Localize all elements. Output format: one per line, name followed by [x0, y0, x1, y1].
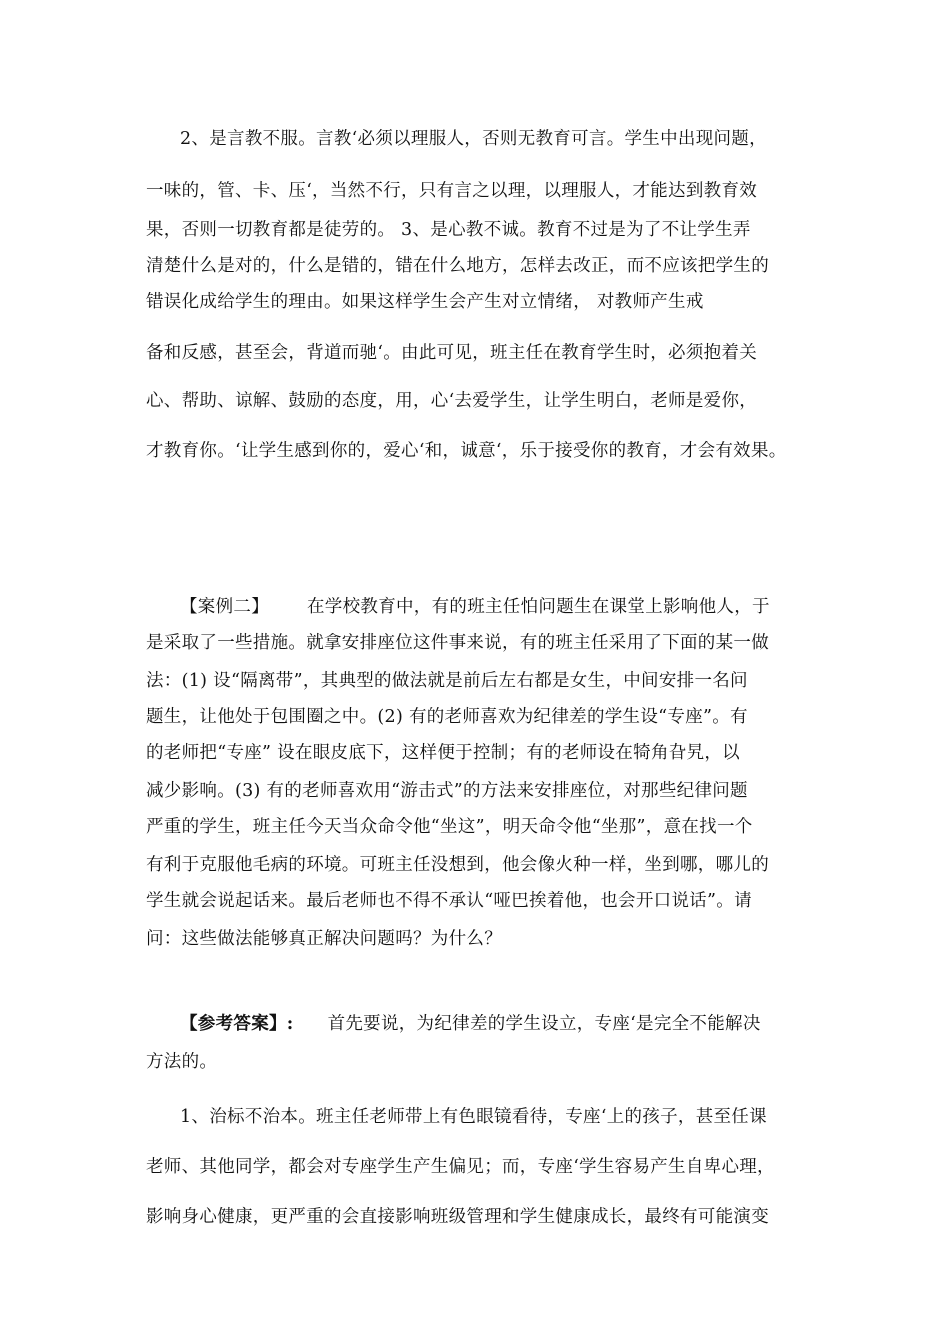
paragraph-line: 一味的，管、卡、压‘，当然不行，只有言之以理，以理服人，才能达到教育效: [146, 181, 758, 201]
paragraph-line: 题生，让他处于包围圈之中。(2) 有的老师喜欢为纪律差的学生设“专座”。有: [146, 707, 748, 727]
case-two-heading: 【案例二】: [180, 597, 269, 617]
paragraph-line: 备和反感，甚至会，背道而驰‘。由此可见，班主任在教育学生时，必须抱着关: [146, 343, 758, 363]
paragraph-line: 的老师把“专座” 设在眼皮底下，这样便于控制；有的老师设在犄角旮旯，以: [146, 743, 740, 763]
paragraph-line: 严重的学生，班主任今天当众命令他“坐这”，明天命令他“坐那”，意在找一个: [146, 817, 753, 837]
paragraph-line: 心、帮助、谅解、鼓励的态度，用，心‘去爱学生，让学生明白，老师是爱你，: [146, 391, 758, 411]
paragraph-line: 2、是言教不服。言教‘必须以理服人，否则无教育可言。学生中出现问题，: [180, 129, 767, 149]
paragraph-line: 法：(1) 设“隔离带”，其典型的做法就是前后左右都是女生，中间安排一名问: [146, 671, 748, 691]
paragraph-line: 学生就会说起话来。最后老师也不得不承认“哑巴挨着他，也会开口说话”。请: [146, 891, 752, 911]
paragraph-line: 清楚什么是对的，什么是错的，错在什么地方，怎样去改正，而不应该把学生的: [146, 256, 769, 276]
paragraph-line: 减少影响。(3) 有的老师喜欢用“游击式”的方法来安排座位，对那些纪律问题: [146, 781, 748, 801]
paragraph-line: 1、治标不治本。班主任老师带上有色眼镜看待，专座‘上的孩子，甚至任课: [180, 1107, 767, 1127]
paragraph-line: 错误化成给学生的理由。如果这样学生会产生对立情绪， 对教师产生戒: [146, 292, 704, 312]
paragraph-line: 果，否则一切教育都是徒劳的。 3、是心教不诚。教育不过是为了不让学生弄: [146, 220, 751, 240]
paragraph-line: 方法的。: [146, 1052, 218, 1072]
paragraph-line: 首先要说，为纪律差的学生设立，专座‘是完全不能解决: [327, 1014, 761, 1034]
answer-first-line: [180, 1012, 811, 1036]
paragraph-line: 问：这些做法能够真正解决问题吗？为什么？: [146, 929, 502, 949]
case-two-first-line: [180, 595, 811, 619]
paragraph-line: 是采取了一些措施。就拿安排座位这件事来说，有的班主任采用了下面的某一做: [146, 633, 769, 653]
paragraph-line: 有利于克服他毛病的环境。可班主任没想到，他会像火种一样，坐到哪，哪儿的: [146, 855, 769, 875]
paragraph-line: 才教育你。‘让学生感到你的，爱心‘和，诚意‘，乐于接受你的教育，才会有效果。: [146, 441, 787, 461]
paragraph-line: 在学校教育中，有的班主任怕问题生在课堂上影响他人，于: [307, 597, 770, 617]
paragraph-line: 老师、其他同学，都会对专座学生产生偏见；而，专座‘学生容易产生自卑心理，: [146, 1157, 775, 1177]
answer-heading: 【参考答案】:: [180, 1014, 294, 1034]
paragraph-line: 影响身心健康，更严重的会直接影响班级管理和学生健康成长，最终有可能演变: [146, 1207, 769, 1227]
